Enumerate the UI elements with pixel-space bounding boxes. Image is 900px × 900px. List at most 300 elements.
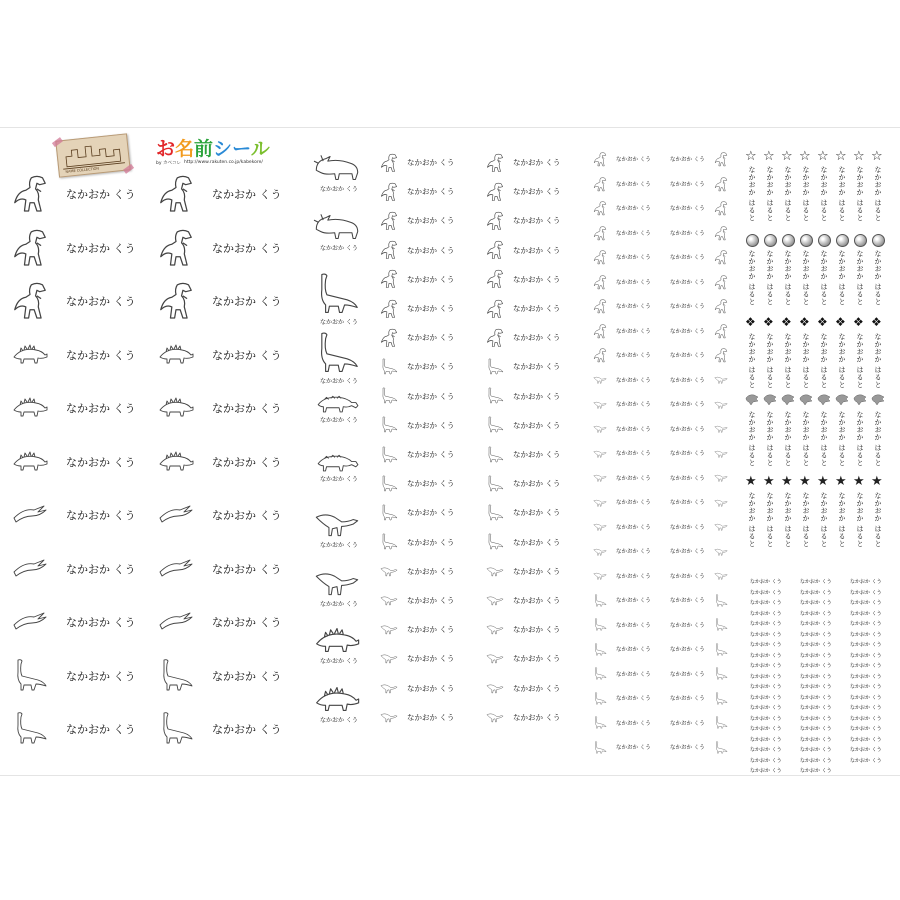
brachiosaurus-icon xyxy=(380,416,398,433)
brachiosaurus-icon xyxy=(380,533,398,550)
dino-head-icon xyxy=(799,394,813,405)
name-label: なかおか くう xyxy=(670,549,705,555)
t-rex-icon xyxy=(12,279,48,321)
name-label: なかおか くう xyxy=(670,230,705,237)
name-label: なかおか くう xyxy=(513,158,561,167)
name-label: なかおか くう xyxy=(513,712,561,722)
name-label: なかおか くう xyxy=(800,579,832,585)
stegosaurus-icon xyxy=(12,450,48,472)
name-label: なかおか くう xyxy=(670,353,705,359)
t-rex-icon xyxy=(714,176,728,192)
t-rex-icon xyxy=(593,298,607,314)
t-rex-icon xyxy=(714,200,728,216)
name-label: なかおか くう xyxy=(750,768,782,774)
brachiosaurus-icon xyxy=(12,711,48,745)
brachiosaurus-icon xyxy=(486,533,504,550)
name-label: なかおか くう xyxy=(750,642,782,648)
star-filled-icon: ★ xyxy=(817,474,829,489)
name-label: なかおか くう xyxy=(66,241,136,255)
name-label: なかおか くう xyxy=(513,537,561,547)
name-label: なかおか くう xyxy=(320,717,358,724)
name-label: なかおか くう xyxy=(850,705,882,711)
name-label: なかおか くう xyxy=(513,450,561,459)
raptor-icon xyxy=(593,449,607,458)
raptor-icon xyxy=(380,565,398,577)
vertical-name-label: なかおか はると xyxy=(820,411,828,467)
name-label: なかおか くう xyxy=(407,712,455,722)
pteranodon-icon xyxy=(158,504,194,524)
name-label: なかおか くう xyxy=(212,723,282,736)
vertical-name-label: なかおか はると xyxy=(856,250,864,306)
paw-icon: ❖ xyxy=(835,315,846,329)
name-label: なかおか くう xyxy=(212,455,282,469)
name-label: なかおか くう xyxy=(66,455,136,469)
t-rex-icon xyxy=(486,327,504,348)
vertical-name-label: なかおか はると xyxy=(784,411,792,467)
brachiosaurus-icon xyxy=(380,504,398,521)
star-outline-icon: ☆ xyxy=(763,149,775,164)
t-rex-icon xyxy=(593,176,607,192)
name-label: なかおか くう xyxy=(616,549,651,555)
triceratops-icon xyxy=(314,154,360,182)
gem-icon xyxy=(800,234,813,247)
vertical-name-label: なかおか はると xyxy=(766,250,774,306)
brachiosaurus-icon xyxy=(714,618,728,631)
raptor-icon xyxy=(486,594,504,606)
triceratops-icon xyxy=(314,213,360,241)
brachiosaurus-icon xyxy=(714,741,728,754)
brachiosaurus-icon xyxy=(486,446,504,463)
name-label: なかおか くう xyxy=(513,391,561,401)
name-label: なかおか くう xyxy=(616,353,651,359)
raptor-icon xyxy=(593,498,607,507)
name-label: なかおか くう xyxy=(670,377,705,384)
name-label: なかおか くう xyxy=(616,206,651,212)
dino-head-icon xyxy=(871,394,885,405)
t-rex-icon xyxy=(380,327,398,348)
star-filled-icon: ★ xyxy=(835,474,847,489)
name-label: なかおか くう xyxy=(670,255,705,261)
raptor-icon xyxy=(714,424,728,433)
dino-head-icon xyxy=(781,394,795,405)
name-label: なかおか くう xyxy=(513,566,561,576)
name-label: なかおか くう xyxy=(850,579,882,585)
name-label: なかおか くう xyxy=(616,328,651,335)
name-label: なかおか くう xyxy=(750,579,782,585)
vertical-name-label: なかおか はると xyxy=(838,166,846,222)
name-label: なかおか くう xyxy=(616,230,651,237)
name-label: なかおか くう xyxy=(800,621,832,627)
brachiosaurus-icon xyxy=(714,667,728,680)
name-label: なかおか くう xyxy=(670,157,705,163)
name-label: なかおか くう xyxy=(407,420,455,430)
paw-icon: ❖ xyxy=(781,315,792,329)
t-rex-icon xyxy=(158,172,194,214)
name-label: なかおか くう xyxy=(513,362,561,372)
name-label: なかおか くう xyxy=(616,500,651,506)
name-label: なかおか くう xyxy=(66,348,136,362)
raptor-icon xyxy=(714,522,728,531)
name-label: なかおか くう xyxy=(407,245,455,255)
gem-icon xyxy=(854,234,867,247)
raptor-icon xyxy=(593,375,607,384)
name-label: なかおか くう xyxy=(513,420,561,430)
vertical-name-label: なかおか はると xyxy=(874,250,882,306)
gem-icon xyxy=(782,234,795,247)
name-label: なかおか くう xyxy=(750,673,782,680)
t-rex-icon xyxy=(380,152,398,173)
vertical-name-label: なかおか はると xyxy=(748,166,756,222)
name-label: なかおか くう xyxy=(513,304,561,313)
vertical-name-label: なかおか はると xyxy=(766,333,774,389)
vertical-name-label: なかおか はると xyxy=(748,411,756,467)
name-label: なかおか くう xyxy=(850,684,882,690)
name-label: なかおか くう xyxy=(670,475,705,482)
name-label: なかおか くう xyxy=(850,589,882,596)
pteranodon-icon xyxy=(12,504,48,524)
name-label: なかおか くう xyxy=(407,362,455,372)
raptor-icon xyxy=(380,594,398,606)
t-rex-icon xyxy=(593,274,607,290)
name-label: なかおか くう xyxy=(407,274,455,284)
name-label: なかおか くう xyxy=(407,654,455,664)
name-label: なかおか くう xyxy=(616,598,651,604)
brachiosaurus-icon xyxy=(380,358,398,375)
name-label: なかおか くう xyxy=(616,157,651,163)
ankylosaurus-icon xyxy=(314,449,360,472)
brachiosaurus-icon xyxy=(593,594,607,607)
raptor-icon xyxy=(714,498,728,507)
name-label: なかおか くう xyxy=(616,622,651,629)
name-label: なかおか くう xyxy=(212,241,282,255)
t-rex-icon xyxy=(380,268,398,289)
name-label: なかおか くう xyxy=(800,726,832,732)
name-label: なかおか くう xyxy=(800,673,832,680)
brachiosaurus-icon xyxy=(714,643,728,656)
name-label: なかおか くう xyxy=(407,625,455,635)
brachiosaurus-icon xyxy=(714,692,728,705)
logo-title xyxy=(156,134,270,161)
name-label: なかおか くう xyxy=(66,562,136,576)
logo-char: ー xyxy=(232,138,251,160)
name-label: なかおか くう xyxy=(513,596,561,605)
t-rex-icon xyxy=(486,181,504,202)
vertical-name-label: なかおか はると xyxy=(874,411,882,467)
name-label: なかおか くう xyxy=(66,723,136,736)
raptor-icon xyxy=(380,682,398,694)
vertical-name-label: なかおか はると xyxy=(838,250,846,306)
name-label: なかおか くう xyxy=(616,671,651,678)
vertical-name-label: なかおか はると xyxy=(820,333,828,389)
name-label: なかおか くう xyxy=(212,348,282,362)
name-label: なかおか くう xyxy=(800,663,832,669)
name-label: なかおか くう xyxy=(750,757,782,764)
star-outline-icon: ☆ xyxy=(871,149,883,164)
raptor-icon xyxy=(380,711,398,723)
name-label: なかおか くう xyxy=(800,610,832,617)
raptor-icon xyxy=(380,652,398,664)
vertical-name-label: なかおか はると xyxy=(802,411,810,467)
brachiosaurus-icon xyxy=(714,716,728,729)
name-label: なかおか くう xyxy=(616,696,651,702)
raptor-icon xyxy=(486,623,504,635)
name-label: なかおか くう xyxy=(616,573,651,580)
dino-head-icon xyxy=(763,394,777,405)
name-label: なかおか くう xyxy=(407,566,455,576)
brachiosaurus-icon xyxy=(486,416,504,433)
name-label: なかおか くう xyxy=(800,642,832,648)
vertical-name-label: なかおか はると xyxy=(802,492,810,548)
name-label: なかおか くう xyxy=(800,736,832,743)
name-label: なかおか くう xyxy=(850,642,882,648)
name-label: なかおか くう xyxy=(320,658,358,665)
t-rex-icon xyxy=(593,151,607,167)
stegosaurus-icon xyxy=(158,396,194,418)
paw-icon: ❖ xyxy=(853,315,864,329)
name-label: なかおか くう xyxy=(800,715,832,722)
vertical-name-label: なかおか はると xyxy=(766,411,774,467)
sticker-sheet xyxy=(0,127,900,776)
name-label: なかおか くう xyxy=(670,304,705,310)
name-label: なかおか くう xyxy=(513,245,561,255)
name-label: なかおか くう xyxy=(670,671,705,678)
stegosaurus-icon xyxy=(314,626,360,654)
name-label: なかおか くう xyxy=(616,475,651,482)
raptor-icon xyxy=(380,623,398,635)
name-label: なかおか くう xyxy=(407,479,455,489)
gem-icon xyxy=(818,234,831,247)
dino-head-icon xyxy=(745,394,759,405)
paw-icon: ❖ xyxy=(799,315,810,329)
pteranodon-icon xyxy=(158,611,194,631)
star-outline-icon: ☆ xyxy=(781,149,793,164)
brachiosaurus-icon xyxy=(486,475,504,492)
name-label: なかおか くう xyxy=(407,158,455,167)
name-label: なかおか くう xyxy=(750,610,782,617)
vertical-name-label: なかおか はると xyxy=(766,492,774,548)
star-filled-icon: ★ xyxy=(799,474,811,489)
paw-icon: ❖ xyxy=(745,315,756,329)
vertical-name-label: なかおか はると xyxy=(784,166,792,222)
name-label: なかおか くう xyxy=(750,684,782,690)
banner-logo xyxy=(55,133,130,177)
raptor-icon xyxy=(314,508,360,538)
raptor-icon xyxy=(593,424,607,433)
brachiosaurus-icon xyxy=(380,387,398,404)
raptor-icon xyxy=(486,711,504,723)
name-label: なかおか くう xyxy=(407,333,455,343)
brachiosaurus-icon xyxy=(593,618,607,631)
t-rex-icon xyxy=(380,181,398,202)
name-label: なかおか くう xyxy=(407,683,455,693)
name-label: なかおか くう xyxy=(670,451,705,457)
name-label: なかおか くう xyxy=(800,631,832,638)
brachiosaurus-icon xyxy=(593,643,607,656)
pteranodon-icon xyxy=(12,611,48,631)
name-label: なかおか くう xyxy=(850,757,882,764)
name-label: なかおか くう xyxy=(212,509,282,522)
name-label: なかおか くう xyxy=(407,450,455,459)
stegosaurus-icon xyxy=(158,343,194,365)
name-label: なかおか くう xyxy=(66,509,136,522)
gem-icon xyxy=(764,234,777,247)
ankylosaurus-icon xyxy=(314,390,360,413)
name-label: なかおか くう xyxy=(320,542,358,549)
vertical-name-label: なかおか はると xyxy=(748,492,756,548)
name-label: なかおか くう xyxy=(750,726,782,732)
name-label: なかおか くう xyxy=(513,683,561,693)
raptor-icon xyxy=(486,652,504,664)
brachiosaurus-icon xyxy=(12,658,48,692)
vertical-name-label: なかおか はると xyxy=(820,166,828,222)
name-label: なかおか くう xyxy=(800,600,832,606)
name-label: なかおか くう xyxy=(750,663,782,669)
name-label: なかおか くう xyxy=(670,328,705,335)
vertical-name-label: なかおか はると xyxy=(874,166,882,222)
name-label: なかおか くう xyxy=(212,295,282,308)
vertical-name-label: なかおか はると xyxy=(802,166,810,222)
name-label: なかおか くう xyxy=(616,647,651,653)
name-label: なかおか くう xyxy=(670,745,705,751)
brachiosaurus-icon xyxy=(314,272,360,315)
star-outline-icon: ☆ xyxy=(799,149,811,164)
name-label: なかおか くう xyxy=(616,402,651,408)
dino-head-icon xyxy=(835,394,849,405)
raptor-icon xyxy=(714,571,728,580)
stegosaurus-icon xyxy=(12,343,48,365)
t-rex-icon xyxy=(593,249,607,265)
name-label: なかおか くう xyxy=(513,274,561,284)
raptor-icon xyxy=(593,400,607,409)
stegosaurus-icon xyxy=(12,396,48,418)
t-rex-icon xyxy=(486,210,504,231)
t-rex-icon xyxy=(714,249,728,265)
raptor-icon xyxy=(714,400,728,409)
name-label: なかおか くう xyxy=(407,508,455,518)
name-label: なかおか くう xyxy=(407,304,455,313)
name-label: なかおか くう xyxy=(670,279,705,286)
name-label: なかおか くう xyxy=(407,216,455,226)
name-label: なかおか くう xyxy=(616,304,651,310)
brachiosaurus-icon xyxy=(593,667,607,680)
t-rex-icon xyxy=(158,279,194,321)
name-label: なかおか くう xyxy=(750,631,782,638)
name-label: なかおか くう xyxy=(616,426,651,433)
name-label: なかおか くう xyxy=(670,524,705,531)
t-rex-icon xyxy=(714,323,728,339)
name-label: なかおか くう xyxy=(850,652,882,659)
name-label: なかおか くう xyxy=(670,402,705,408)
stegosaurus-icon xyxy=(314,685,360,713)
star-outline-icon: ☆ xyxy=(853,149,865,164)
t-rex-icon xyxy=(158,226,194,268)
name-label: なかおか くう xyxy=(800,705,832,711)
name-label: なかおか くう xyxy=(407,187,455,197)
t-rex-icon xyxy=(714,151,728,167)
name-label: なかおか くう xyxy=(750,736,782,743)
name-label: なかおか くう xyxy=(670,500,705,506)
brachiosaurus-icon xyxy=(593,692,607,705)
name-label: なかおか くう xyxy=(670,598,705,604)
name-label: なかおか くう xyxy=(800,684,832,690)
name-label: なかおか くう xyxy=(850,694,882,701)
name-label: なかおか くう xyxy=(320,186,358,193)
name-label: なかおか くう xyxy=(513,625,561,635)
name-label: なかおか くう xyxy=(670,573,705,580)
name-label: なかおか くう xyxy=(407,537,455,547)
name-label: なかおか くう xyxy=(800,757,832,764)
name-label: なかおか くう xyxy=(66,669,136,683)
raptor-icon xyxy=(714,449,728,458)
star-filled-icon: ★ xyxy=(763,474,775,489)
shop-url: http://www.rakuten.co.jp/kabekore/ xyxy=(184,160,263,165)
paw-icon: ❖ xyxy=(763,315,774,329)
name-label: なかおか くう xyxy=(850,663,882,669)
name-label: なかおか くう xyxy=(850,621,882,627)
paw-icon: ❖ xyxy=(817,315,828,329)
name-label: なかおか くう xyxy=(320,378,358,385)
name-label: なかおか くう xyxy=(750,652,782,659)
name-label: なかおか くう xyxy=(320,601,358,608)
t-rex-icon xyxy=(593,347,607,363)
name-label: なかおか くう xyxy=(616,720,651,727)
name-label: なかおか くう xyxy=(800,768,832,774)
name-label: なかおか くう xyxy=(800,747,832,753)
t-rex-icon xyxy=(380,239,398,260)
raptor-icon xyxy=(714,547,728,556)
brachiosaurus-icon xyxy=(380,475,398,492)
t-rex-icon xyxy=(486,268,504,289)
vertical-name-label: なかおか はると xyxy=(874,333,882,389)
brachiosaurus-icon xyxy=(593,716,607,729)
name-label: なかおか くう xyxy=(513,479,561,489)
raptor-icon xyxy=(593,571,607,580)
vertical-name-label: なかおか はると xyxy=(838,492,846,548)
star-filled-icon: ★ xyxy=(781,474,793,489)
raptor-icon xyxy=(593,547,607,556)
name-label: なかおか くう xyxy=(66,188,136,201)
raptor-icon xyxy=(314,567,360,597)
vertical-name-label: なかおか はると xyxy=(748,250,756,306)
name-label: なかおか くう xyxy=(66,402,136,415)
raptor-icon xyxy=(486,682,504,694)
name-label: なかおか くう xyxy=(750,747,782,753)
name-label: なかおか くう xyxy=(800,694,832,701)
name-label: なかおか くう xyxy=(212,669,282,683)
banner-text: NAME COLLECTION xyxy=(65,166,100,174)
t-rex-icon xyxy=(12,226,48,268)
vertical-name-label: なかおか はると xyxy=(856,166,864,222)
t-rex-icon xyxy=(714,225,728,241)
brachiosaurus-icon xyxy=(158,711,194,745)
name-label: なかおか くう xyxy=(850,610,882,617)
name-label: なかおか くう xyxy=(850,631,882,638)
name-label: なかおか くう xyxy=(750,705,782,711)
name-label: なかおか くう xyxy=(670,696,705,702)
paw-icon: ❖ xyxy=(871,315,882,329)
vertical-name-label: なかおか はると xyxy=(838,411,846,467)
name-label: なかおか くう xyxy=(66,295,136,308)
star-filled-icon: ★ xyxy=(871,474,883,489)
name-label: なかおか くう xyxy=(616,524,651,531)
star-outline-icon: ☆ xyxy=(817,149,829,164)
name-label: なかおか くう xyxy=(513,187,561,197)
brachiosaurus-icon xyxy=(380,446,398,463)
dino-head-icon xyxy=(817,394,831,405)
name-label: なかおか くう xyxy=(407,596,455,605)
brachiosaurus-icon xyxy=(714,594,728,607)
t-rex-icon xyxy=(486,239,504,260)
